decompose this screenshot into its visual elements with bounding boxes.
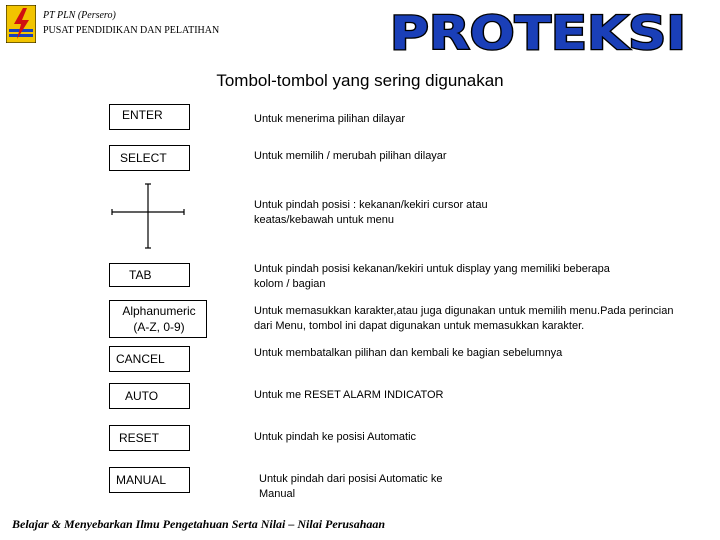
brand-text: PROTEKSI — [390, 10, 686, 56]
tab-button-label: TAB — [129, 268, 152, 282]
auto-button[interactable] — [109, 383, 190, 409]
company-name: PT PLN (Persero) — [43, 10, 116, 21]
enter-button-label: ENTER — [122, 108, 163, 122]
enter-description: Untuk menerima pilihan dilayar — [254, 113, 406, 125]
cancel-button[interactable] — [109, 346, 190, 372]
enter-button[interactable] — [109, 104, 190, 130]
page-title: Tombol-tombol yang sering digunakan — [216, 71, 504, 90]
cancel-button-label: CANCEL — [116, 352, 165, 366]
auto-button-label: AUTO — [125, 389, 159, 403]
alphanumeric-button-label: Alphanumeric — [122, 304, 196, 318]
reset-button-label: RESET — [119, 431, 160, 445]
manual-description: Untuk pindah dari posisi Automatic ke Manual — [259, 473, 443, 500]
arrow-description: Untuk pindah posisi : kekanan/kekiri cursor atau keatas/kebawah untuk menu — [254, 199, 488, 226]
select-button-label: SELECT — [120, 151, 167, 165]
unit-name: PUSAT PENDIDIKAN DAN PELATIHAN — [43, 25, 220, 36]
alphanumeric-button[interactable] — [109, 300, 207, 338]
alphanumeric-button-range: (A-Z, 0-9) — [133, 320, 185, 334]
footer-motto: Belajar & Menyebarkan Ilmu Pengetahuan Serta Nilai – Nilai Perusahaan — [12, 517, 386, 531]
manual-button-label: MANUAL — [116, 473, 167, 487]
cancel-description: Untuk membatalkan pilihan dan kembali ke bagian sebelumnya — [254, 347, 563, 359]
reset-button[interactable] — [109, 425, 190, 451]
auto-description: Untuk me RESET ALARM INDICATOR — [254, 389, 444, 401]
manual-button[interactable] — [109, 467, 190, 493]
alphanumeric-description: Untuk memasukkan karakter,atau juga digunakan untuk memilih menu.Pada perincian dari Menu, tombol ini dapat digunakan untuk memasukkan karakter. — [254, 305, 674, 332]
reset-description: Untuk pindah ke posisi Automatic — [254, 431, 417, 443]
arrow-cross-icon[interactable] — [110, 182, 186, 250]
select-button[interactable] — [109, 145, 190, 171]
pln-lightning-logo-icon — [6, 5, 36, 43]
brand-logo — [386, 10, 690, 56]
select-description: Untuk memilih / merubah pilihan dilayar — [254, 150, 447, 162]
tab-button[interactable] — [109, 263, 190, 287]
tab-description: Untuk pindah posisi kekanan/kekiri untuk display yang memiliki beberapa kolom / bagian — [254, 263, 610, 290]
